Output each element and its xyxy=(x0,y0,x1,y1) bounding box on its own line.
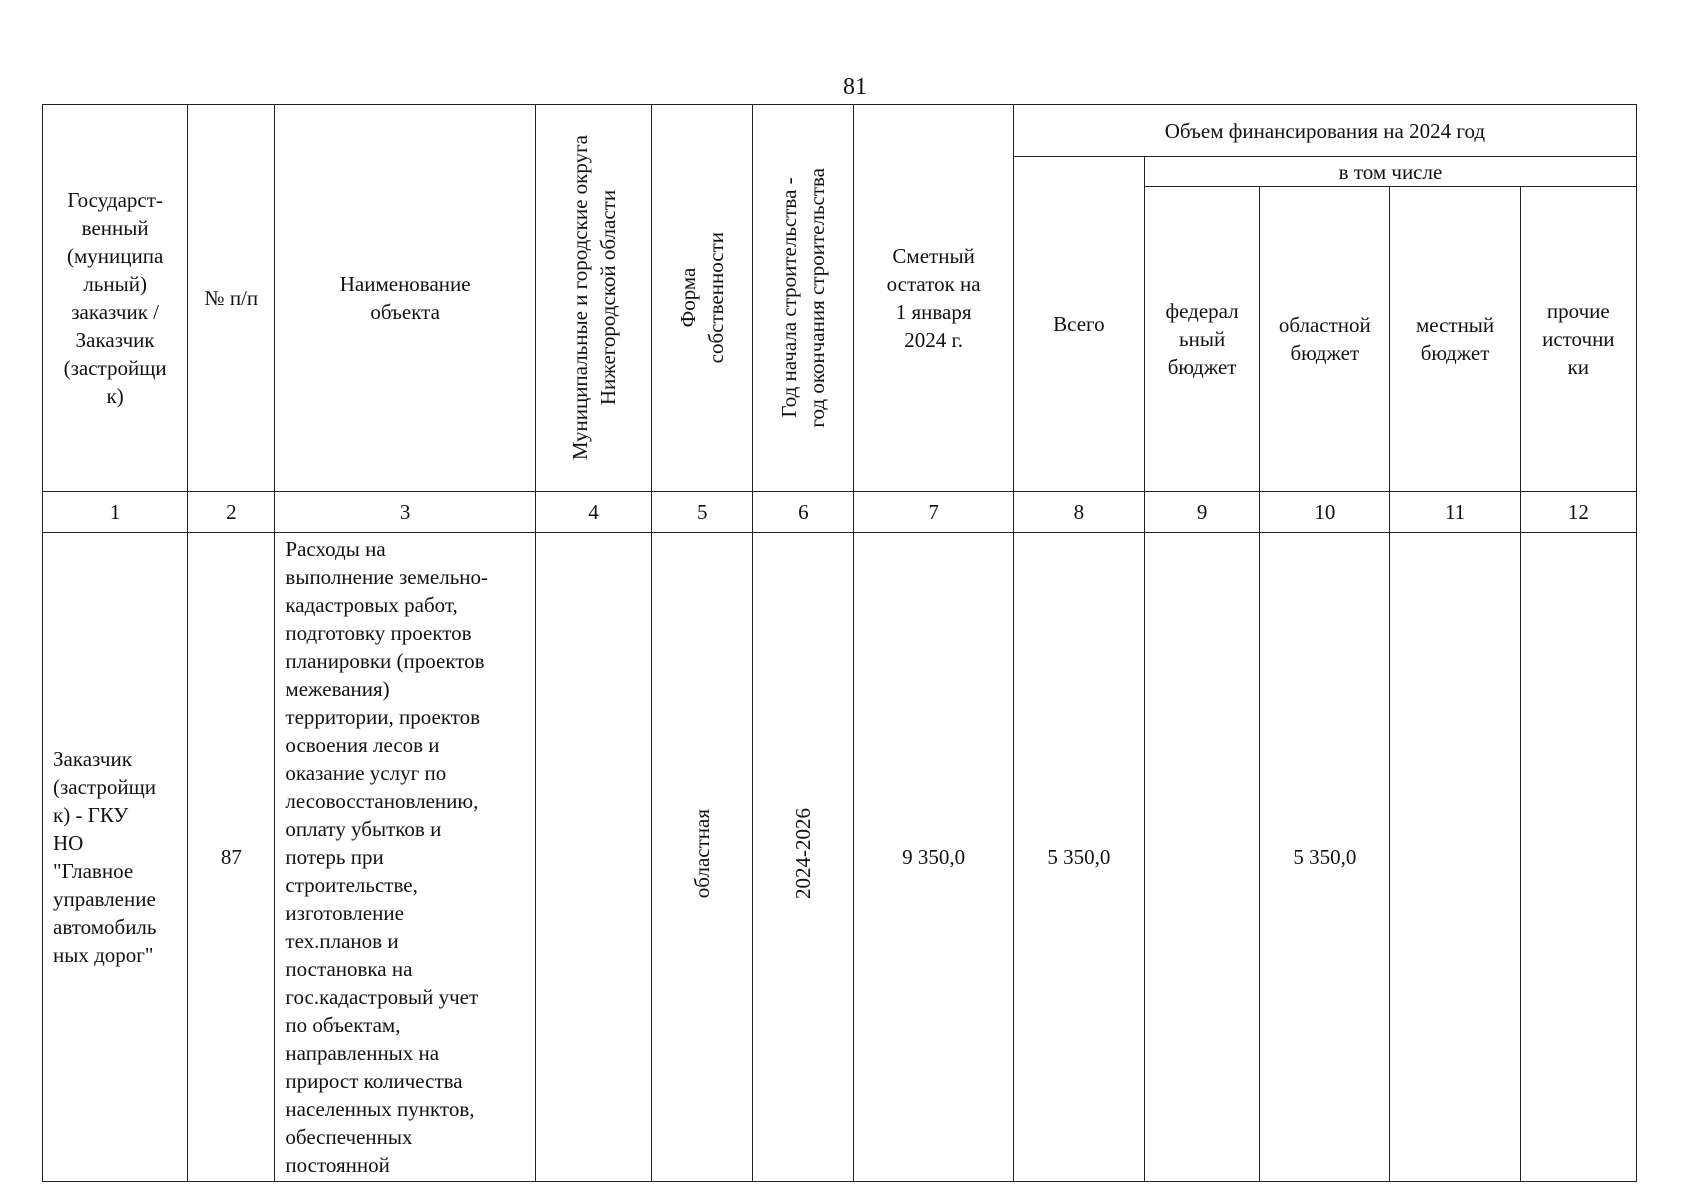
column-number: 10 xyxy=(1260,492,1390,533)
column-number: 9 xyxy=(1145,492,1260,533)
customer-cell: Заказчик (застройщи к) - ГКУ НО "Главное управление автомобиль ных дорог" xyxy=(43,533,188,1182)
header-object-name: Наименование объекта xyxy=(275,105,535,492)
header-ownership: Форма собственности xyxy=(652,105,753,492)
federal-cell xyxy=(1145,533,1260,1182)
header-financing-group: Объем финансирования на 2024 год xyxy=(1013,105,1636,157)
years-cell: 2024-2026 xyxy=(753,533,854,1182)
row-number-cell: 87 xyxy=(188,533,275,1182)
column-number: 4 xyxy=(535,492,651,533)
column-number-row xyxy=(43,492,1637,533)
header-federal: федерал ьный бюджет xyxy=(1145,187,1260,492)
header-other: прочие источни ки xyxy=(1520,187,1636,492)
column-number: 3 xyxy=(275,492,535,533)
header-estimate-remainder: Сметный остаток на 1 января 2024 г. xyxy=(854,105,1013,492)
column-number: 5 xyxy=(652,492,753,533)
column-number: 1 xyxy=(43,492,188,533)
header-municipality: Муниципальные и городские округа Нижегородской области xyxy=(535,105,651,492)
header-total: Всего xyxy=(1013,157,1144,492)
header-including: в том числе xyxy=(1145,157,1637,187)
object-name-cell: Расходы на выполнение земельно- кадастровых работ, подготовку проектов планировки (проектов межевания) территории, проектов освоения лесов и оказание услуг по лесовосстановлению, оплату убытков и потерь при строительстве, изготовление тех.планов и постановка на гос.кадастровый учет по объектам, направленных на прирост количества населенных пунктов, обеспеченных постоянной xyxy=(275,533,535,1182)
page-number: 81 xyxy=(843,74,867,100)
column-number: 6 xyxy=(753,492,854,533)
column-number: 7 xyxy=(854,492,1013,533)
header-local: местный бюджет xyxy=(1390,187,1520,492)
estimate-remainder-cell: 9 350,0 xyxy=(854,533,1013,1182)
header-customer: Государст- венный (муниципа льный) заказчик / Заказчик (застройщи к) xyxy=(43,105,188,492)
column-number: 2 xyxy=(188,492,275,533)
header-construction-years: Год начала строительства - год окончания строительства xyxy=(753,105,854,492)
regional-cell: 5 350,0 xyxy=(1260,533,1390,1182)
header-regional: областной бюджет xyxy=(1260,187,1390,492)
local-cell xyxy=(1390,533,1520,1182)
column-number: 11 xyxy=(1390,492,1520,533)
municipality-cell xyxy=(535,533,651,1182)
ownership-cell: областная xyxy=(652,533,753,1182)
column-number: 12 xyxy=(1520,492,1636,533)
other-cell xyxy=(1520,533,1636,1182)
header-number: № п/п xyxy=(188,105,275,492)
table-row xyxy=(43,533,1637,1182)
total-cell: 5 350,0 xyxy=(1013,533,1144,1182)
column-number: 8 xyxy=(1013,492,1144,533)
financing-table xyxy=(42,104,1637,1182)
